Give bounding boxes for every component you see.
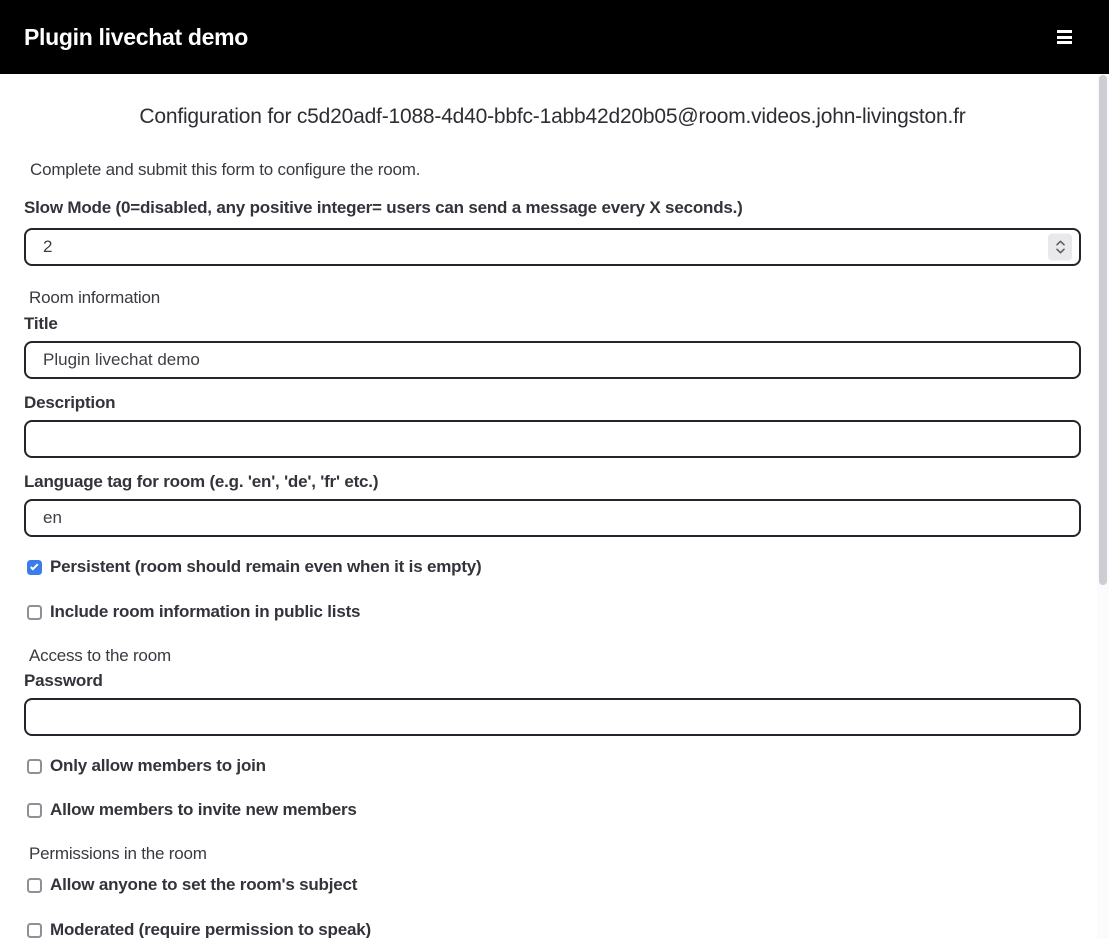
members-only-checkbox[interactable]: [27, 759, 42, 774]
page-title: Configuration for c5d20adf-1088-4d40-bbfc-1abb42d20b05@room.videos.john-livingston.fr: [139, 105, 966, 128]
hamburger-icon: [1057, 30, 1072, 33]
checkmark-icon: [30, 562, 38, 570]
invite-checkbox[interactable]: [27, 803, 42, 818]
app-title: Plugin livechat demo: [24, 23, 249, 50]
invite-checkbox-label: Allow members to invite new members: [50, 800, 357, 820]
title-label: Title: [24, 314, 58, 334]
members-only-checkbox-label: Only allow members to join: [50, 756, 266, 776]
hamburger-menu-button[interactable]: [1057, 26, 1072, 48]
configuration-form: [0, 104, 1097, 938]
moderated-checkbox[interactable]: [27, 923, 42, 938]
vertical-scrollbar[interactable]: [1097, 74, 1109, 938]
moderated-checkbox-row[interactable]: [27, 920, 1081, 938]
description-label: Description: [24, 393, 116, 413]
password-input[interactable]: [24, 698, 1081, 736]
description-input[interactable]: [24, 420, 1081, 458]
number-stepper[interactable]: [1048, 234, 1072, 261]
persistent-checkbox-label: Persistent (room should remain even when it is empty): [50, 557, 482, 577]
invite-checkbox-row[interactable]: [27, 800, 1081, 820]
public-list-checkbox-label: Include room information in public lists: [50, 602, 361, 622]
section-room-information: Room information: [29, 288, 160, 308]
scrollbar-thumb[interactable]: [1099, 75, 1107, 585]
subject-checkbox-label: Allow anyone to set the room's subject: [50, 875, 358, 895]
title-input[interactable]: [24, 341, 1081, 379]
slow-mode-field-wrap: [24, 228, 1081, 266]
language-input[interactable]: [24, 499, 1081, 537]
slow-mode-label: Slow Mode (0=disabled, any positive integer= users can send a message every X seconds.): [24, 198, 743, 218]
subject-checkbox[interactable]: [27, 878, 42, 893]
chevron-up-down-icon: [1055, 240, 1066, 255]
form-instructions: Complete and submit this form to configure the room.: [30, 160, 421, 180]
public-list-checkbox-row[interactable]: [27, 602, 1081, 622]
public-list-checkbox[interactable]: [27, 605, 42, 620]
members-only-checkbox-row[interactable]: [27, 756, 1081, 776]
language-label: Language tag for room (e.g. 'en', 'de', 'fr' etc.): [24, 472, 379, 492]
moderated-checkbox-label: Moderated (require permission to speak): [50, 920, 371, 938]
section-access: Access to the room: [29, 646, 171, 666]
password-label: Password: [24, 671, 103, 691]
slow-mode-input[interactable]: [24, 228, 1081, 266]
section-permissions: Permissions in the room: [29, 844, 207, 864]
persistent-checkbox-row[interactable]: [27, 557, 1081, 577]
persistent-checkbox[interactable]: [27, 560, 42, 575]
subject-checkbox-row[interactable]: [27, 875, 1081, 895]
app-header: [0, 0, 1109, 74]
